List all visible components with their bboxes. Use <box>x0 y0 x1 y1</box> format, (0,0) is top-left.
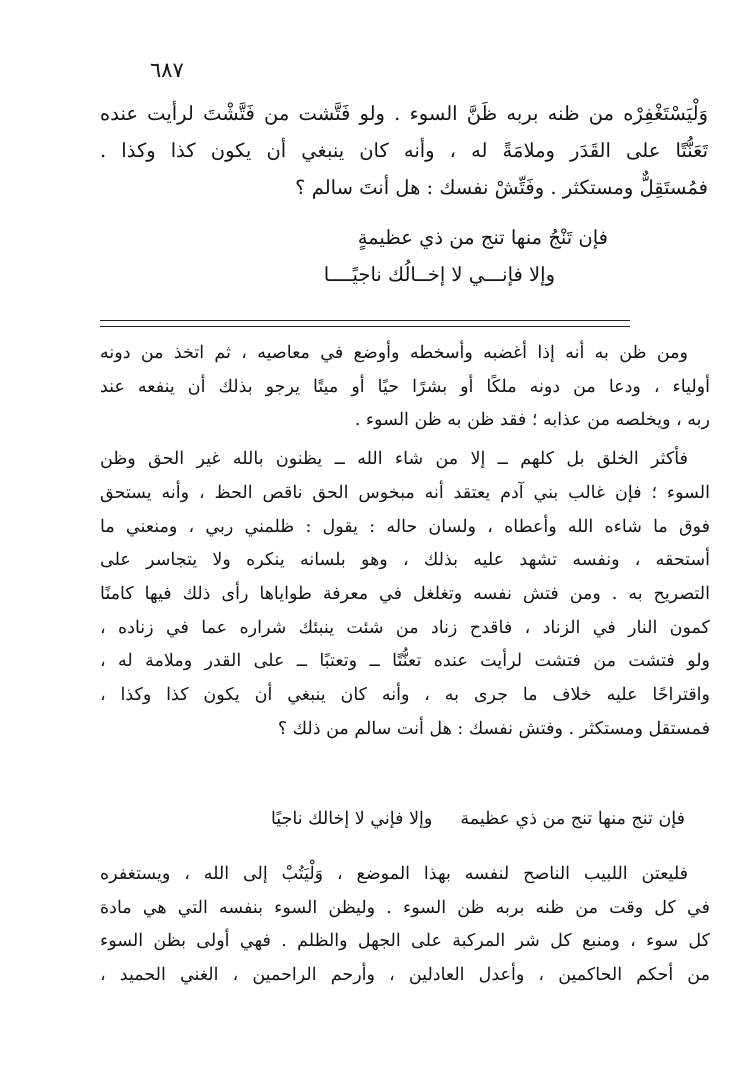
commentary-line: ربه ، ويخلصه من عذابه ؛ فقد ظن به ظن السوء . <box>354 410 710 431</box>
main-line: تَعَنُّتًا على القَدَر وملامَةً له ، وأنه كان ينبغي أن يكون كذا وكذا . <box>100 139 708 162</box>
commentary-verse <box>271 809 685 829</box>
commentary-line: ومن ظن به أنه إذا أغضبه وأسخطه وأوضع في معاصيه ، ثم اتخذ من دونه <box>100 343 688 363</box>
main-line: فمُستَقِلٌّ ومستكثر . وفَتِّشْ نفسك : هل أنتَ سالم ؟ <box>295 176 708 199</box>
commentary-verse-line-2: وإلا فإني لا إخالك ناجيًا <box>270 809 433 829</box>
closing-line: كل سوء ، ومنبع كل شر المركبة على الجهل والظلم . فهي أولى بظن السوء <box>100 931 710 952</box>
main-line: وَلْيَسْتَغْفِرْه من ظنه بربه ظَنَّ السوء . ولو فَتَّشت من فَتَّشْتَ لرأيت عنده <box>100 102 708 125</box>
verse-line-2: وإلا فإنـــي لا إخــالُك ناجيًــــا <box>323 263 555 286</box>
closing-line: في كل وقت من ظنه بربه ظن السوء . وليظن السوء بنفسه التي هي مادة <box>100 897 710 918</box>
commentary-line: واقتراحًا عليه خلاف ما جرى به ، وأنه كان ينبغي أن يكون كذا وكذا ، <box>100 685 710 706</box>
commentary-line: كمون النار في الزناد ، فاقدح زناد من شئت ينبئك شراره عما في زناده ، <box>100 617 710 638</box>
verse-line-1: فإن تَنْجُ منها تنج من ذي عظيمةٍ <box>357 226 608 249</box>
commentary-line: فوق ما شاءه الله وأعطاه ، ولسان حاله : يقول : ظلمني ربي ، ومنعني ما <box>100 516 710 537</box>
closing-line: من أحكم الحاكمين ، وأعدل العادلين ، وأرحم الراحمين ، الغني الحميد ، <box>100 965 710 986</box>
commentary-line: التصريح به . ومن فتش نفسه وتغلغل في معرفة طواياها رأى ذلك فيها كامنًا <box>100 583 710 604</box>
page-number: ٦٨٧ <box>150 58 184 82</box>
commentary-line: أولياء ، ودعا من دونه ملكًا أو بشرًا حيًا أو ميتًا يرجو بذلك أن ينفعه عند <box>100 376 710 397</box>
closing-text <box>100 858 710 993</box>
closing-line: فليعتن اللبيب الناصح لنفسه بهذا الموضع ، وَلْيَتُبْ إلى الله ، ويستغفره <box>100 864 688 884</box>
commentary <box>100 337 710 746</box>
commentary-line: فمستقل ومستكثر . وفتش نفسك : هل أنت سالم من ذلك ؟ <box>277 718 710 739</box>
commentary-line: أستحقه ، ونفسه تشهد عليه بذلك ، وهو بلسانه ينكره ولا يتجاسر على <box>100 550 710 571</box>
commentary-line: السوء ؛ فإن غالب بني آدم يعتقد أنه مبخوس الحق ناقص الحظ ، وأنه يستحق <box>100 482 710 503</box>
separator-rule <box>100 320 630 321</box>
commentary-verse-line-1: فإن تنج منها تنج من ذي عظيمة <box>460 809 685 829</box>
commentary-line: ولو فتشت من فتشت لرأيت عنده تعنُّتًا ــ وتعتبًا ــ على القدر وملامة له ، <box>100 651 710 672</box>
main-text <box>100 95 708 206</box>
separator-rule <box>100 326 630 327</box>
commentary-line: فأكثر الخلق بل كلهم ــ إلا من شاء الله ــ يظنون بالله غير الحق وظن <box>100 449 688 470</box>
